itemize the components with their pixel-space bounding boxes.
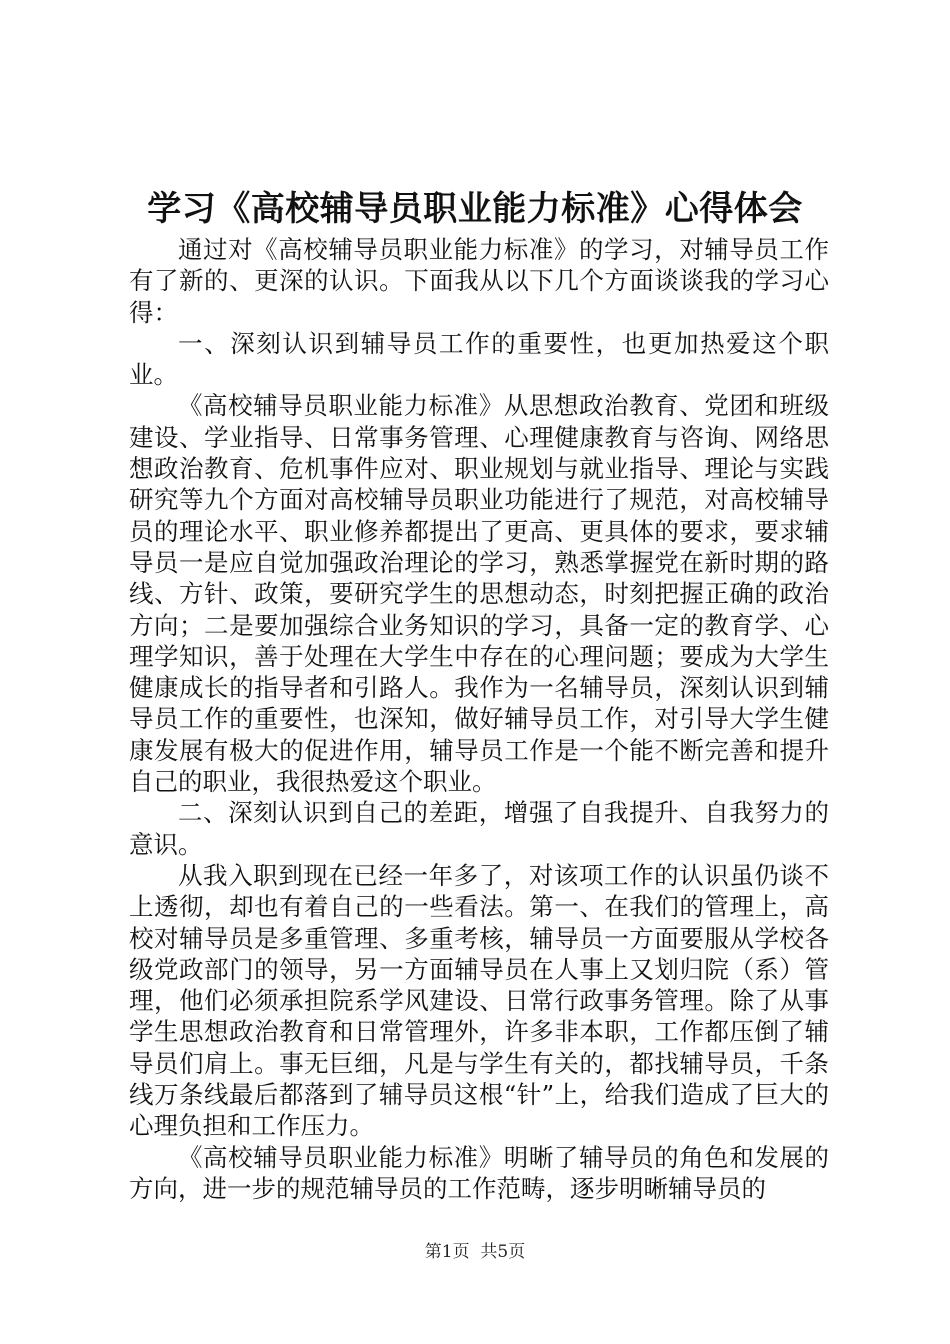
paragraph-intro: 通过对《高校辅导员职业能力标准》的学习，对辅导员工作有了新的、更深的认识。下面我从以下几个方面谈谈我的学习心得： [129, 235, 829, 327]
paragraph-work-experience: 从我入职到现在已经一年多了，对该项工作的认识虽仍谈不上透彻，却也有着自己的一些看法。第一、在我们的管理上，高校对辅导员是多重管理、多重考核，辅导员一方面要服从学校各级党政部门的领导，另一方面辅导员在人事上又划归院（系）管理，他们必须承担院系学风建设、日常行政事务管理。除了从事学生思想政治教育和日常管理外，许多非本职，工作都压倒了辅导员们肩上。事无巨细，凡是与学生有关的，都找辅导员，千条线万条线最后都落到了辅导员这根“针”上，给我们造成了巨大的心理负担和工作压力。 [129, 860, 829, 1141]
section-heading-2: 二、深刻认识到自己的差距，增强了自我提升、自我努力的意识。 [129, 798, 829, 859]
page-footer [0, 1241, 950, 1263]
document-title: 学习《高校辅导员职业能力标准》心得体会 [147, 189, 803, 229]
paragraph-standard-overview: 《高校辅导员职业能力标准》从思想政治教育、党团和班级建设、学业指导、日常事务管理、心理健康教育与咨询、网络思想政治教育、危机事件应对、职业规划与就业指导、理论与实践研究等九个方面对高校辅导员职业功能进行了规范，对高校辅导员的理论水平、职业修养都提出了更高、更具体的要求，要求辅导员一是应自觉加强政治理论的学习，熟悉掌握党在新时期的路线、方针、政策，要研究学生的思想动态，时刻把握正确的政治方向；二是要加强综合业务知识的学习，具备一定的教育学、心理学知识，善于处理在大学生中存在的心理问题；要成为大学生健康成长的指导者和引路人。我作为一名辅导员，深刻认识到辅导员工作的重要性，也深知，做好辅导员工作，对引导大学生健康发展有极大的促进作用，辅导员工作是一个能不断完善和提升自己的职业，我很热爱这个职业。 [129, 391, 829, 797]
page-number: 第1页 [424, 1242, 470, 1262]
document-body [129, 234, 829, 1204]
footer-separator [470, 1242, 481, 1262]
page-total: 共5页 [480, 1242, 526, 1262]
paragraph-role-clarification: 《高校辅导员职业能力标准》明晰了辅导员的角色和发展的方向，进一步的规范辅导员的工作范畴，逐步明晰辅导员的 [129, 1142, 829, 1203]
section-heading-1: 一、深刻认识到辅导员工作的重要性，也更加热爱这个职业。 [129, 328, 829, 390]
